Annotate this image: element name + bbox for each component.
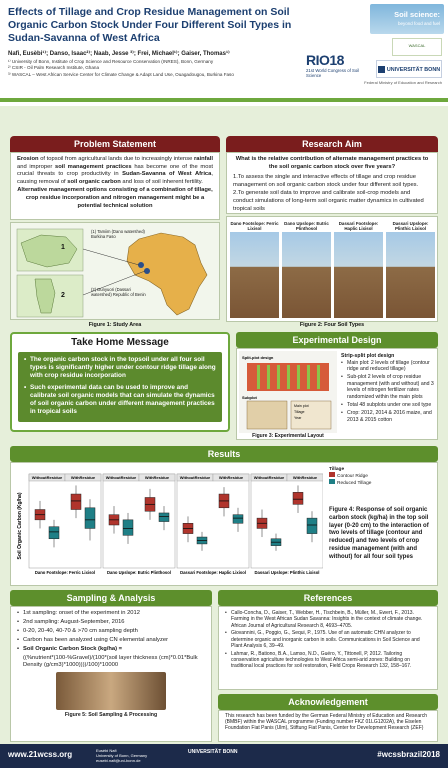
legend-item-contour (329, 472, 379, 479)
y-axis-label: Soil Organic Carbon (Kg/ha) (17, 492, 23, 560)
problem-statement-heading: Problem Statement (10, 136, 220, 152)
soil-photo-dassari-upslope (386, 221, 435, 318)
facet-label: Dano Upslope: Eutric Plinthosol (107, 570, 171, 575)
subplot-grid (247, 401, 287, 429)
problem-statement-panel (10, 152, 220, 220)
soil-photo-label: Dano Upslope: Eutric Plinthosol (284, 221, 329, 231)
contact-name: Eusèbi Nafi (96, 748, 117, 753)
facet-strip-label: WithResidue (70, 475, 96, 480)
contact-affiliation: University of Bonn, Germany (96, 753, 148, 758)
soil-photo-label: Dano Footslope: Ferric Lixisol (230, 221, 279, 231)
references-panel (218, 606, 438, 690)
box-body (71, 494, 81, 509)
references-heading: References (218, 590, 438, 606)
text-run: has become one of the most crucial threats to crop productivity in (17, 163, 213, 178)
term-soil-management: soil management practices (54, 163, 132, 170)
sampling-point: • Carbon has been analyzed using CN elemental analyzer (17, 637, 205, 644)
soc-boxplot-chart (13, 466, 323, 584)
research-aim-panel (226, 152, 438, 214)
research-aim-1: 1.To assess the single and interactive effects of tillage and crop residue management on soil organic carbon stock under four different soil types. (233, 174, 419, 188)
layout-label: Tillage (294, 410, 305, 414)
term-erosion: Erosion (17, 156, 39, 162)
subplot-strip (287, 365, 290, 389)
facet-label: Dano Footslope: Ferric Lixisol (34, 570, 96, 575)
box-body (49, 527, 59, 539)
layout-title-1: Split-plot design (242, 355, 274, 360)
layout-label: Main plot (294, 404, 309, 408)
acknowledgement-heading: Acknowledgement (218, 694, 438, 710)
map-legend-2: (2) Dunyuori (Dassari watershed) Republic of Benin (91, 287, 146, 297)
box-body (293, 492, 303, 504)
take-home-heading: Take Home Message (71, 337, 169, 348)
text-run: and improper (17, 163, 55, 170)
take-home-point: • Such experimental data can be used to improve and calibrate soil organic models that can simulate the dynamics of soil organic carbon under different management practices in tropical soils (24, 384, 216, 416)
figure-2-caption: Figure 2: Four Soil Types (299, 322, 365, 328)
text-run: of topsoil from agricultural lands due to increasingly intense (38, 156, 194, 162)
rio18-mark: RIO18 (306, 52, 344, 68)
term-rainfall: rainfall (193, 156, 213, 162)
subplot-strip (277, 365, 280, 389)
results-legend (329, 467, 379, 493)
contact-email[interactable]: eusebi.nafi@uni-bonn.de (96, 758, 141, 763)
take-home-point: • The organic carbon stock in the topsoil under all four soil types is significantly higher under contour ridge tillage along with crop residue incorporation (24, 356, 216, 380)
soil-science-logo (370, 4, 444, 34)
congress-url[interactable]: www.21wcss.org (8, 750, 73, 759)
affiliation: ¹⁾ University of Bonn, Institute of Crop Science and Resource Conservation (INRES), Bonn, Germany (8, 59, 214, 64)
rio18-subtitle: 21st World Congress of Soil Science (306, 68, 360, 78)
box-body (307, 518, 317, 533)
acknowledgement-panel: This research has been funded by the German Federal Ministry of Education and Research (BMBF) within the WASCAL programme (Funding number FKZ 01LG1202A), the Eiselen Foundation Fiat Panis (Ulm), Stiftung Fiat Panis, Center for Development Research (ZEF) (218, 710, 438, 742)
poster-footer (0, 744, 448, 768)
term-region: Sudan-Savanna of West Africa (122, 171, 212, 178)
figure-4-caption: Figure 4: Response of soil organic carbon stock (kg/ha) in the top soil layer (0-20 cm) to the interaction of two levels of tillage (contour and reduced) and two levels of crop residue management (with and without) for all four soil types (329, 507, 429, 560)
subplot-strip (297, 365, 300, 389)
facet-strip-label: WithoutResidue (253, 475, 285, 480)
facet-strip-label: WithoutResidue (31, 475, 63, 480)
problem-solution: Alternative management options consisting of a combination of tillage, crop residue incorporation and nitrogen management might be a potential technical solution (17, 187, 213, 209)
experimental-design-heading: Experimental Design (236, 332, 438, 348)
experimental-design-text (341, 353, 435, 425)
facet-strip-label: WithResidue (144, 475, 170, 480)
box-body (85, 508, 95, 529)
take-home-box (18, 352, 222, 422)
sampling-photo (56, 672, 166, 710)
footer-bonn-logo: UNIVERSITÄT BONN (188, 749, 238, 755)
legend-title: Tillage (329, 467, 345, 472)
soil-photo-dano-upslope (282, 221, 331, 318)
soil-photo-dassari-footslope (334, 221, 383, 318)
facet-label: Dassari Footslope: Haplic Lixisol (180, 570, 246, 575)
soil-photo-dano-footslope (230, 221, 279, 318)
legend-item-reduced (329, 479, 379, 486)
results-panel (10, 462, 438, 586)
soil-photo-label: Dassari Upslope: Plinthic Lixisol (392, 221, 429, 231)
layout-label: Year (294, 416, 302, 420)
soc-formula: ((%nutrient*(100-%Gravel)/(100*(soil layer thickness (cm)*0.01*Bulk Density (g/cm3)*1000))))/100)*10000 (23, 654, 198, 668)
sampling-point: • 2nd sampling: August-September, 2016 (17, 619, 205, 626)
contact-block (96, 748, 147, 763)
take-home-panel (10, 332, 230, 432)
problem-paragraph (17, 156, 213, 186)
sampling-point: • 1st sampling: onset of the experiment in 2012 (17, 610, 205, 617)
uni-bonn-logo (376, 60, 442, 78)
box-body (159, 513, 169, 522)
rio18-logo (306, 52, 368, 96)
sampling-point: • 0-20, 20-40, 40-70 & >70 cm sampling depth (17, 628, 205, 635)
facet-label: Dassari Upslope: Plinthic Lixisol (254, 570, 320, 575)
experimental-layout-figure (239, 351, 337, 433)
soil-photo-label: Dassari Footslope: Haplic Lixisol (338, 221, 379, 231)
bonn-logo-text: UNIVERSITÄT BONN (386, 66, 441, 73)
design-point: • Main plot: 2 levels of tillage (contour ridge and reduced tillage) (341, 360, 435, 373)
reference-item: • Giovannini, G., Poggio, G., Sequi, P., 1975. Use of an automatic CHN analyzer to determine organic and inorganic carbon in soils. Communications in Soil Science and Plant Analysis 6, 39–49. (225, 630, 431, 649)
facet-strip-label: WithResidue (292, 475, 318, 480)
research-aim-2: 2.To generate soil data to improve and calibrate soil-crop models and conduct simulations of long-term soil organic matter dynamics in cultivated tropical soils (233, 190, 424, 212)
congress-hashtag: #wcssbrazil2018 (377, 750, 440, 759)
figure-3-caption: Figure 3: Experimental Layout (252, 433, 324, 439)
sampling-panel (10, 606, 212, 742)
affiliation: ³⁾ WASCAL – West African Service Center for Climate Change & Adapt Land Use, Ouagadougou, Burkina Faso (8, 71, 234, 77)
map-legend-1: (1) Tamiim (Dano watershed) Burkina Faso (91, 229, 145, 239)
site-number-2: 2 (61, 292, 65, 299)
text-run: , causing removal of (17, 171, 213, 185)
strip-split-title: Strip-split plot design (341, 353, 395, 359)
reference-item: • Callo-Concha, D., Gaiser, T., Webber, H., Tischbein, B., Müller, M., Ewert, F., 2013. Farming in the West African Sudan Savanna: Insights in the context of climate change. African Journal of Agricultural Research 8, 4693–4705. (225, 610, 431, 629)
box-body (123, 520, 133, 535)
subplot-strip (267, 365, 270, 389)
subplot-strip (257, 365, 260, 389)
design-point: • Sub-plot 2 levels of crop residue management (with and without) and 3 levels of nitrogen fertilizer rates randomized within the main plots (341, 374, 435, 400)
term-soc: soil organic carbon (67, 178, 121, 185)
legend-swatch (329, 479, 335, 484)
facet-strip-label: WithResidue (218, 475, 244, 480)
figure-1-caption: Figure 1: Study Area (88, 322, 142, 328)
study-area-figure (10, 222, 220, 320)
wascal-logo: WASCAL (392, 38, 442, 56)
affiliations (8, 59, 308, 78)
design-point: • Total 48 subplots under one soil type (341, 402, 435, 409)
facet-strip-label: WithoutResidue (105, 475, 137, 480)
bmbf-logo: Federal Ministry of Education and Research (364, 80, 442, 85)
design-point: • Crop: 2012, 2014 & 2016 maize, and 2013 & 2015 cotton (341, 410, 435, 423)
legend-label: Contour Ridge (337, 474, 368, 479)
research-question: What is the relative contribution of alternate management practices to the soil organic carbon stock over five years? (235, 156, 429, 170)
legend-label: Reduced Tillage (337, 481, 372, 486)
soil-science-subtitle: beyond food and fuel (397, 21, 440, 26)
africa-map-shape (127, 233, 207, 315)
poster-title: Effects of Tillage and Crop Residue Management on Soil Organic Carbon Stock Under Four Different Soil Types in Sudan-Savanna of West Africa (8, 6, 292, 44)
subplot-strip (317, 365, 320, 389)
research-aim-heading: Research Aim (226, 136, 438, 152)
affiliation: ²⁾ CSIR - Oil Palm Research Institute, Ghana (8, 65, 99, 71)
experimental-design-panel (236, 348, 438, 440)
subplot-strip (307, 365, 310, 389)
facet-strip-label: WithoutResidue (179, 475, 211, 480)
author-list: Nafi, Eusèbi¹⁾; Danso, Isaac²⁾; Naab, Jesse ³⁾; Frei, Michael¹⁾; Gaiser, Thomas¹⁾ (8, 51, 230, 57)
soil-science-title: Soil science: (394, 10, 440, 19)
site-number-1: 1 (61, 244, 65, 251)
figure-5-caption: Figure 5: Soil Sampling & Processing (64, 712, 158, 719)
text-run: and loss of soil inherent fertility. (120, 178, 203, 185)
layout-title-2: Subplot (242, 395, 257, 400)
results-heading: Results (10, 446, 438, 462)
legend-swatch (329, 472, 335, 477)
reference-item: • Lahmar, R., Bationo, B.A., Lamso, N.D., Guéro, Y., Tittonell, P, 2012. Tailoring conservation agriculture technologies to West Africa semi-arid zones: Building on traditional local practices for soil restoration, Field Crops Research 132, 158–167. (225, 651, 431, 670)
sampling-heading: Sampling & Analysis (10, 590, 212, 606)
poster-header (0, 0, 448, 102)
formula-title: • Soil Organic Carbon Stock (kg/ha) = (17, 646, 205, 653)
bonn-emblem-icon (378, 66, 385, 73)
box-body (233, 515, 243, 524)
